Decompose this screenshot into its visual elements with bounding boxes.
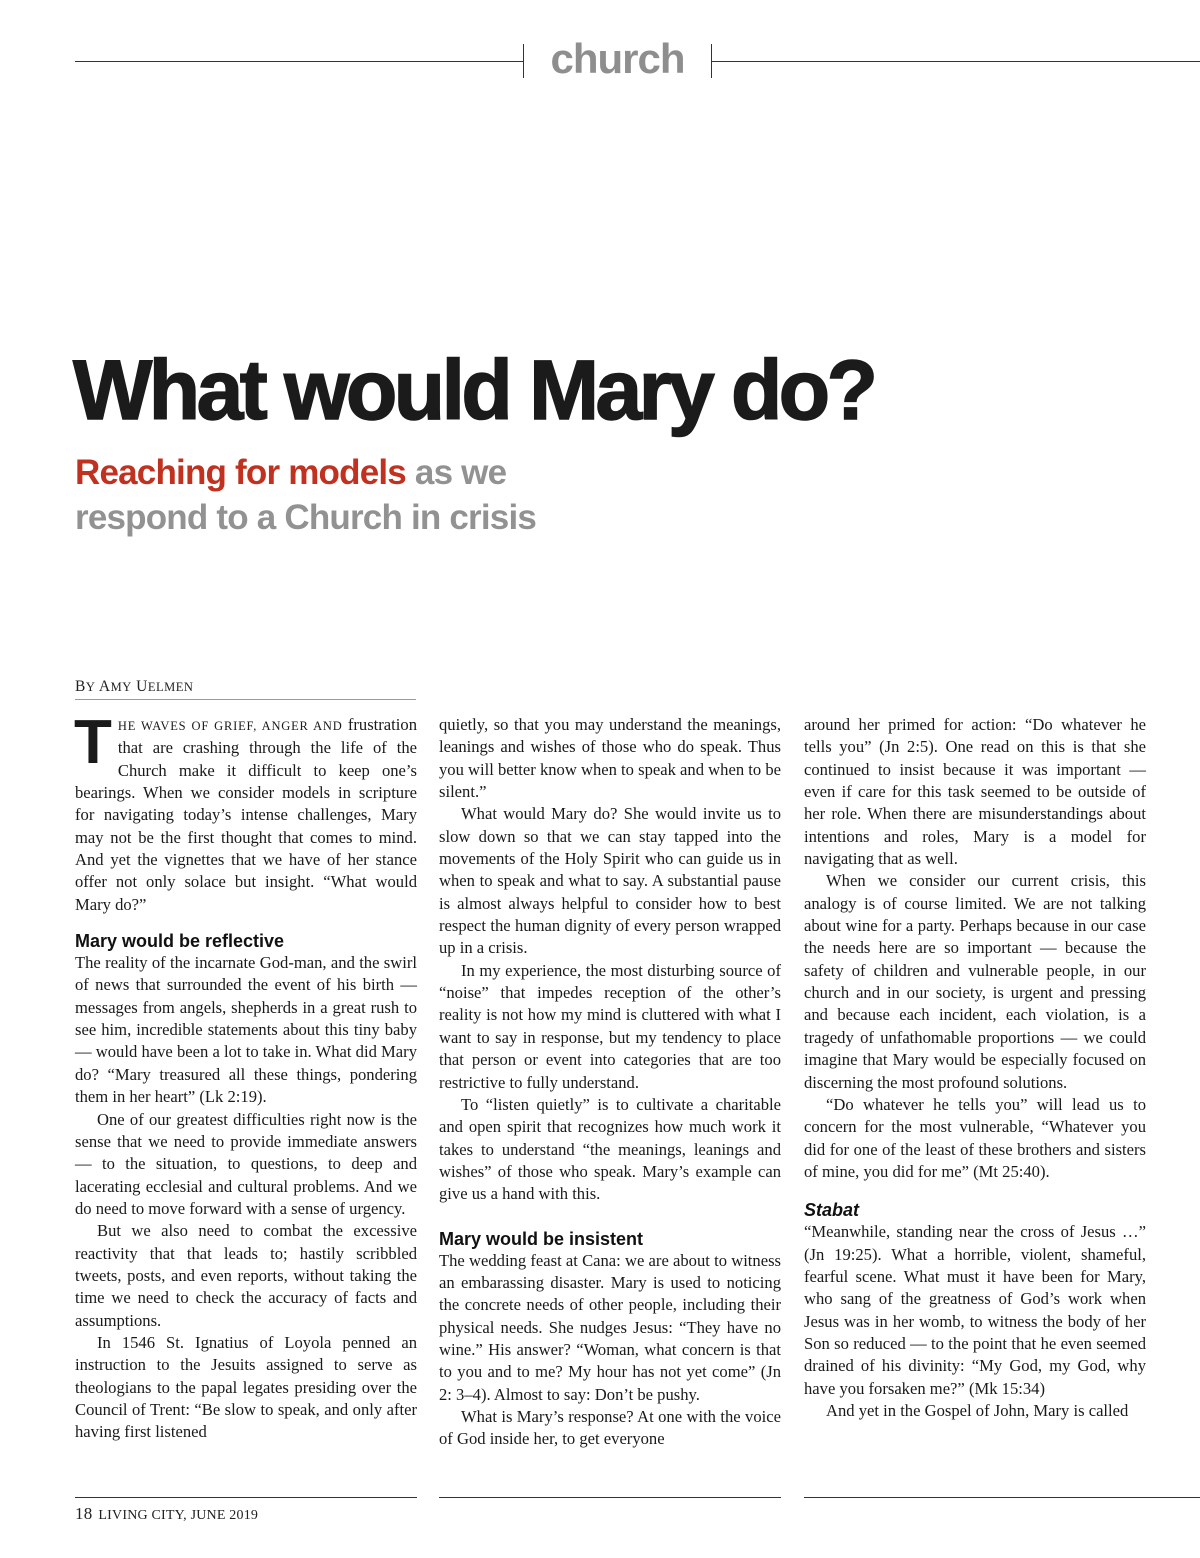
heading-reflective: Mary would be reflective xyxy=(75,931,285,952)
column-2 xyxy=(439,714,781,1451)
paragraph: But we also need to combat the excessive reactivity that that leads to; hastily scribbled tweets, posts, and even reports, without taking the time we need to check the accuracy of facts and assumptions. xyxy=(75,1221,417,1330)
heading-insistent: Mary would be insistent xyxy=(439,1228,644,1249)
byline-first-small: MY xyxy=(110,680,132,694)
page-footer xyxy=(75,1504,258,1524)
paragraph: quietly, so that you may understand the meanings, leanings and wishes of those who do speak. Thus you will better know when to speak and when to be silent.” xyxy=(439,715,781,802)
drop-cap: T xyxy=(74,708,112,777)
paragraph: “Meanwhile, standing near the cross of Jesus …” (Jn 19:25). What a horrible, violent, shameful, fearful scene. What must it have been for Mary, who sang of the greatness of God’s work when Jesus was in her womb, to witness the body of her Son so reduced — to the point that he even seemed drained of his divinity: “My God, my God, why have you forsaken me?” (Mk 15:34) xyxy=(804,1222,1146,1398)
byline-by: B xyxy=(75,678,86,695)
paragraph: What is Mary’s response? At one with the voice of God inside her, to get everyone xyxy=(439,1406,781,1449)
paragraph: What would Mary do? She would invite us to slow down so that we can stay tapped into the movements of the Holy Spirit who can guide us in when to speak and what to say. A substantial pause is almost always helpful to consider how to best respect the human dignity of every person wrapped up in a crisis. xyxy=(439,804,781,958)
lead-smallcaps: HE WAVES OF GRIEF, ANGER AND xyxy=(117,719,343,733)
article-subtitle xyxy=(75,450,635,540)
header-rule-right xyxy=(711,61,1200,62)
section-label: church xyxy=(550,35,685,82)
column-1 xyxy=(74,708,417,1444)
byline-by-small: Y xyxy=(85,680,96,694)
byline-last: U xyxy=(136,678,148,695)
publication-info: LIVING CITY, JUNE 2019 xyxy=(98,1508,259,1523)
byline-first: A xyxy=(98,678,111,695)
byline-last-small: ELMEN xyxy=(147,680,194,694)
paragraph: “Do whatever he tells you” will lead us to concern for the most vulnerable, “Whatever you did for one of the least of these brothers and sisters of mine, you did for me” (Mt 25:40). xyxy=(804,1094,1146,1181)
column-3 xyxy=(804,714,1146,1422)
subtitle-accent: Reaching for models xyxy=(75,453,406,492)
footer-rule-mid xyxy=(439,1497,781,1498)
lead-text: frustration that are crashing through the life of the Church make it difficult to keep one’s bearings. When we consider models in scripture for navigating today’s intense challenges, Mary may not be the first thought that comes to mind. And yet the vignettes that we have of her stance offer not only solace but insight. “What would Mary do?” xyxy=(75,715,417,914)
header-rule-left xyxy=(75,61,523,62)
paragraph: And yet in the Gospel of John, Mary is called xyxy=(826,1400,1129,1420)
footer-rule-right xyxy=(804,1497,1200,1498)
heading-stabat: Stabat xyxy=(804,1200,860,1221)
section-header xyxy=(0,36,1200,86)
paragraph: When we consider our current crisis, this analogy is of course limited. We are not talking about wine for a party. Perhaps because in our case the needs here are so important — because the safety of children and vulnerable people, in our church and in our society, is urgent and pressing and because each incident, each violation, is a tragedy of unfathomable proportions — we could imagine that Mary would be especially focused on discerning the most profound solutions. xyxy=(804,871,1146,1092)
footer-rule-left xyxy=(75,1497,417,1498)
subtitle-rest: as we respond to a Church in crisis xyxy=(75,453,537,537)
article-title: What would Mary do? xyxy=(73,343,875,437)
paragraph: around her primed for action: “Do whatever he tells you” (Jn 2:5). One read on this is that she continued to insist because it was important — even if care for this task seemed to be outside of her role. When there are misunderstandings about intentions and roles, Mary is a model for navigating that as well. xyxy=(804,715,1146,869)
paragraph: The wedding feast at Cana: we are about to witness an embarassing disaster. Mary is used to noticing the concrete needs of other people, including their physical needs. She nudges Jesus: “They have no wine.” His answer? “Woman, what concern is that to you and to me? My hour has not yet come” (Jn 2: 3–4). Almost to say: Don’t be pushy. xyxy=(439,1250,781,1404)
lead-paragraph xyxy=(74,708,417,916)
page-number: 18 xyxy=(75,1504,93,1523)
paragraph: One of our greatest difficulties right now is the sense that we need to provide immediate answers — to the situation, to questions, to deep and lacerating ecclesial and cultural problems. And we do need to move forward with a sense of urgency. xyxy=(75,1109,417,1218)
paragraph: In my experience, the most disturbing source of “noise” that impedes reception of the other’s reality is not how my mind is cluttered with what I want to say in response, but my tendency to place that person or event into categories that are too restrictive to fully understand. xyxy=(439,960,781,1092)
paragraph: The reality of the incarnate God-man, and the swirl of news that surrounded the event of his birth — messages from angels, shepherds in a great rush to see him, incredible statements about this tiny baby — would have been a lot to take in. What did Mary do? “Mary treasured all these things, pondering them in her heart” (Lk 2:19). xyxy=(75,953,417,1107)
paragraph: In 1546 St. Ignatius of Loyola penned an instruction to the Jesuits assigned to serve as theologians to the papal legates presiding over the Council of Trent: “Be slow to speak, and only after having first listened xyxy=(75,1332,417,1442)
byline xyxy=(75,678,416,700)
paragraph: To “listen quietly” is to cultivate a charitable and open spirit that recognizes how much work it takes to understand “the meanings, leanings and wishes” of those who speak. Mary’s example can give us a hand with this. xyxy=(439,1094,781,1204)
